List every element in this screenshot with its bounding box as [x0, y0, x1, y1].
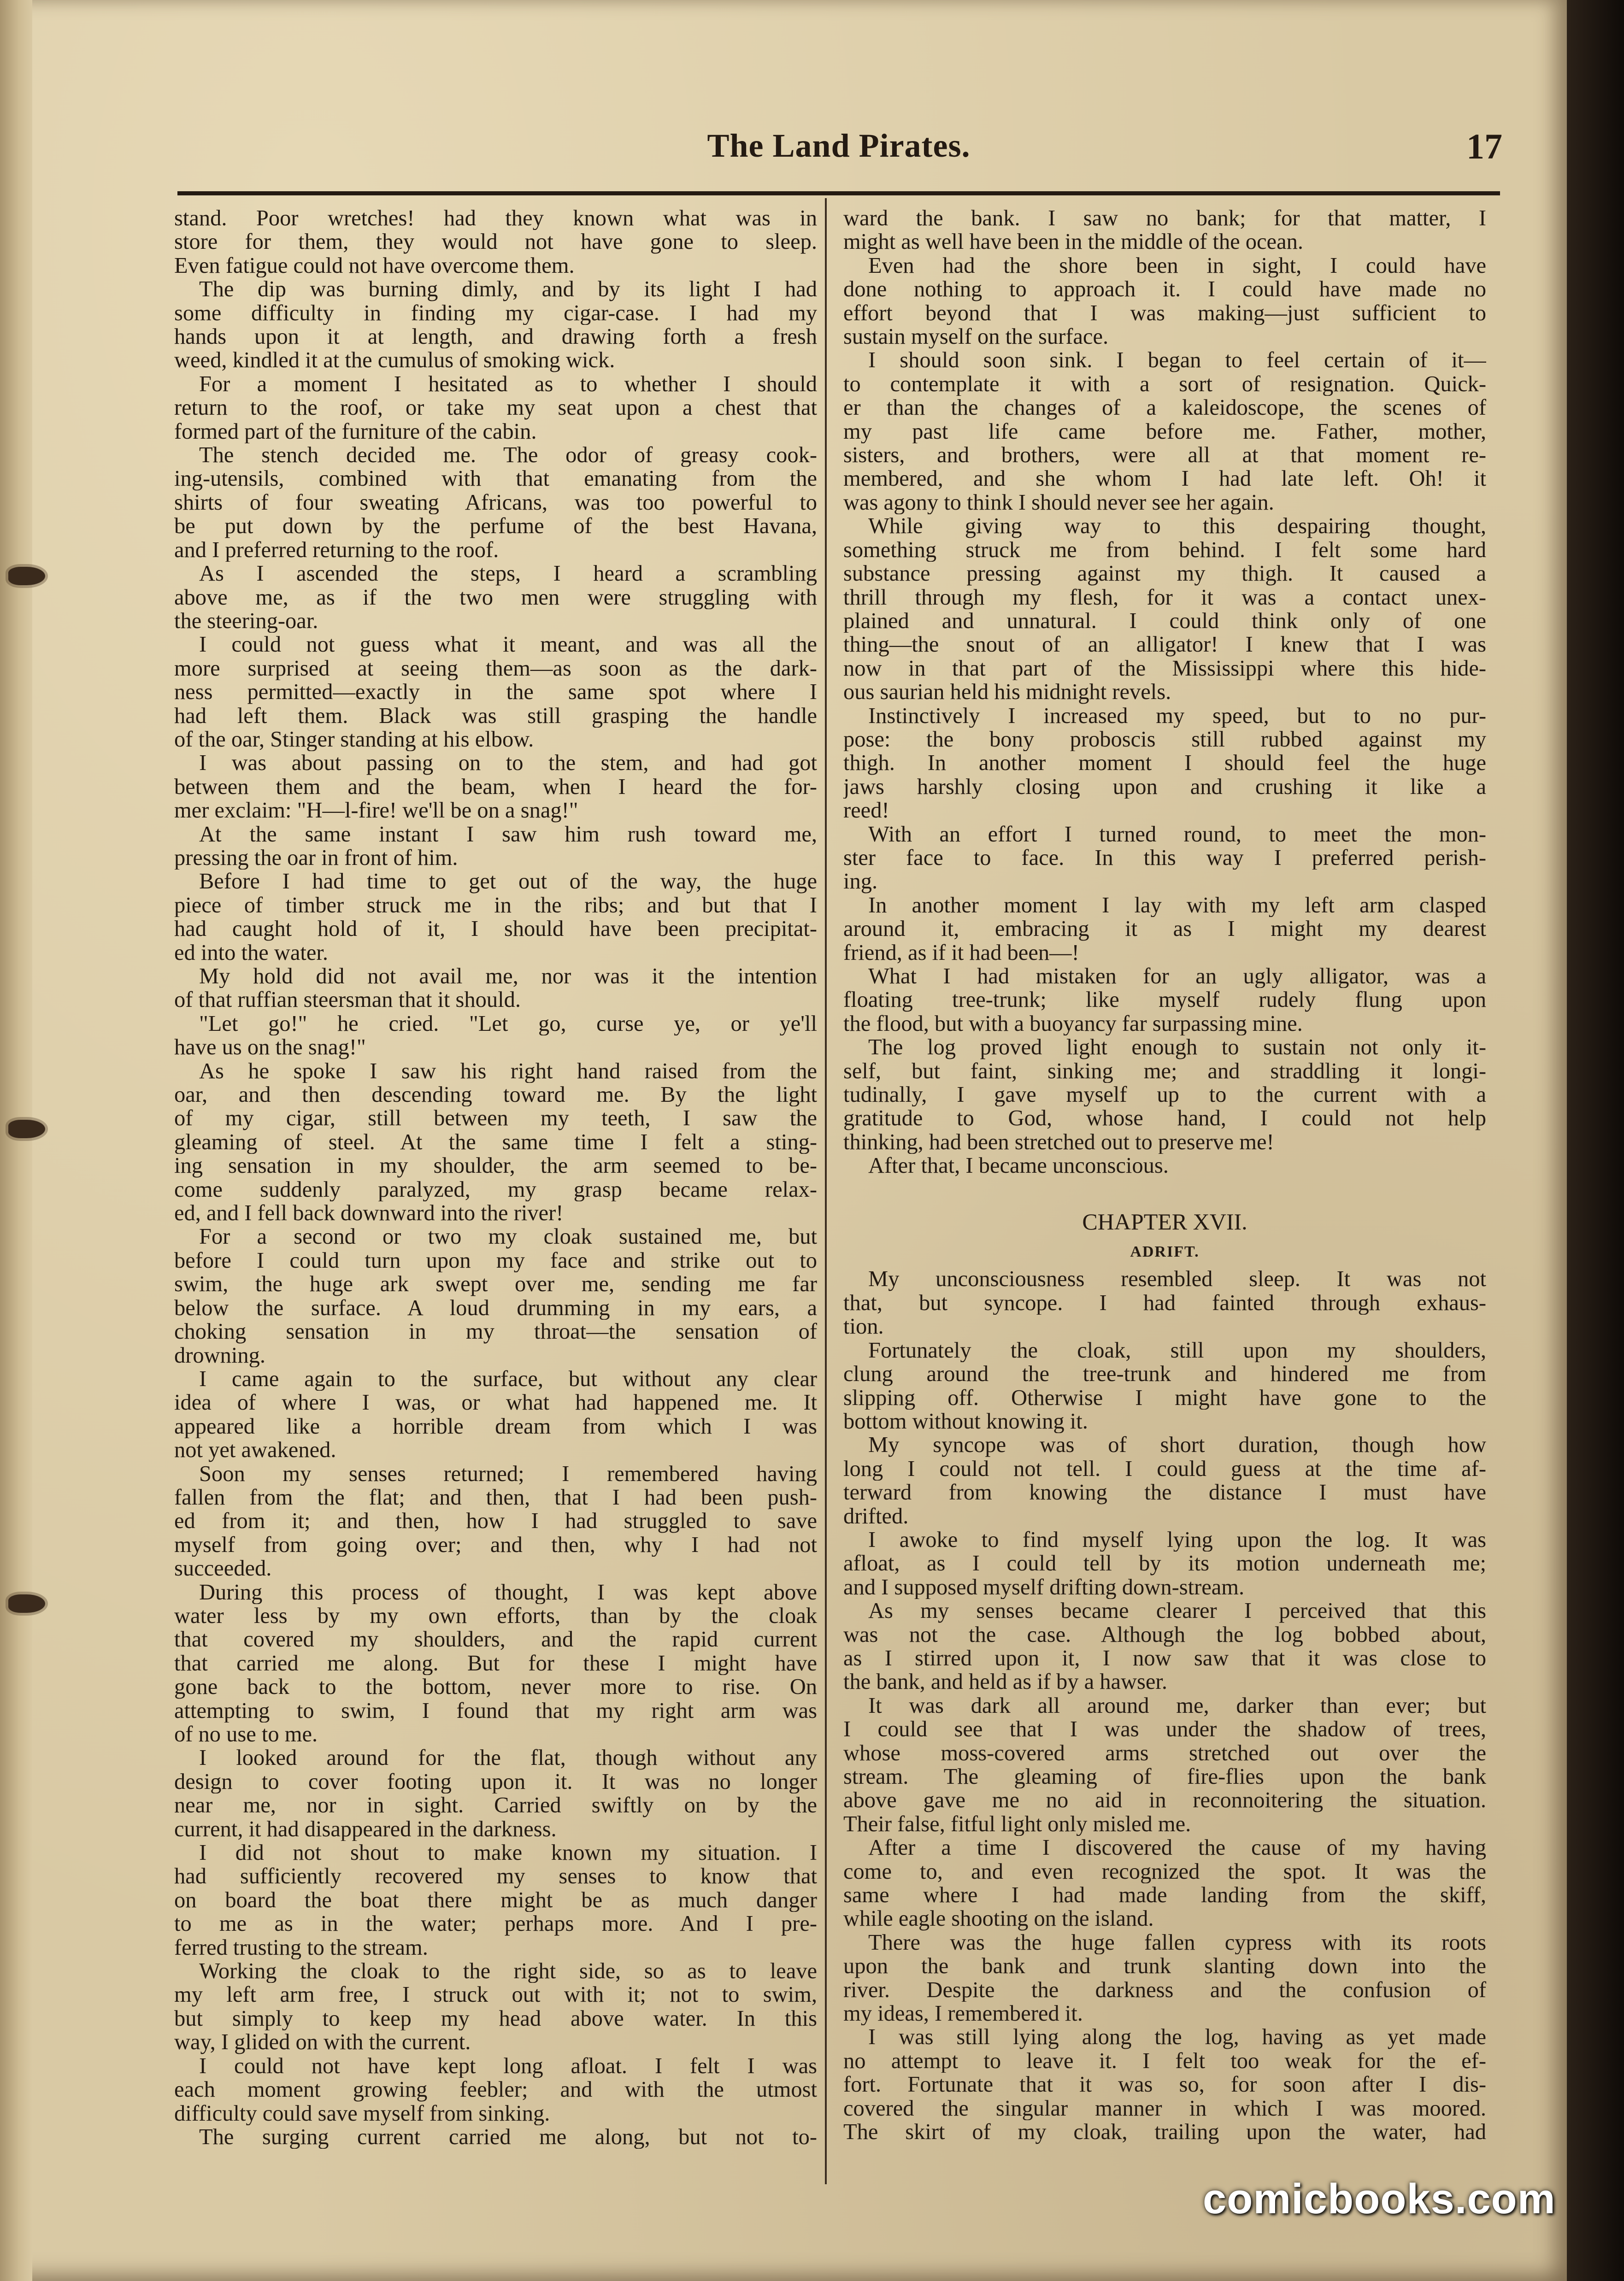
text-line: As he spoke I saw his right hand raised from the [199, 1059, 817, 1083]
left-column [174, 206, 817, 2149]
text-line: slipping off. Otherwise I might have gone to the [843, 1386, 1486, 1410]
text-line: around it, embracing it as I might my dearest [843, 917, 1486, 941]
text-line: the flood, but with a buoyancy far surpassing mine. [843, 1011, 1303, 1036]
text-line: each moment growing feebler; and with the utmost [174, 2078, 817, 2102]
text-line: effort beyond that I was making—just sufficient to [843, 301, 1486, 325]
text-line: mer exclaim: "H—l-fire! we'll be on a snag!" [174, 799, 578, 823]
text-line: sisters, and brothers, were all at that moment re- [843, 443, 1486, 467]
scan-edge [1567, 0, 1624, 2281]
text-line: substance pressing against my thigh. It caused a [843, 562, 1486, 586]
text-line: myself from going over; and then, why I had not [174, 1533, 817, 1557]
page-number: 17 [1466, 126, 1502, 166]
text-line: of my cigar, still between my teeth, I saw the [174, 1106, 817, 1130]
text-line: My unconsciousness resembled sleep. It was not [868, 1267, 1486, 1291]
text-line: pose: the bony proboscis still rubbed against my [843, 727, 1486, 752]
text-line: I came again to the surface, but without any clear [199, 1367, 817, 1391]
text-line: of that ruffian steersman that it should. [174, 988, 521, 1012]
chapter-subtitle: ADRIFT. [1130, 1243, 1200, 1261]
text-line: come to, and even recognized the spot. It was the [843, 1859, 1486, 1884]
text-line: I awoke to find myself lying upon the log. It was [868, 1528, 1486, 1552]
text-line: to contemplate it with a sort of resignation. Quick- [843, 372, 1486, 396]
text-line: ed into the water. [174, 941, 329, 964]
text-line: formed part of the furniture of the cabin. [174, 419, 537, 444]
text-line: piece of timber struck me in the ribs; and but that I [174, 893, 817, 917]
text-line: current, it had disappeared in the darkness. [174, 1817, 557, 1841]
text-line: before I could turn upon my face and strike out to [174, 1248, 817, 1273]
text-line: My hold did not avail me, nor was it the intention [199, 964, 817, 988]
text-line: whose moss-covered arms stretched out over the [843, 1741, 1486, 1765]
text-line: After a time I discovered the cause of my having [868, 1836, 1486, 1860]
text-line: thigh. In another moment I should feel the huge [843, 751, 1486, 775]
text-line: floating tree-trunk; like myself rudely flung upon [843, 988, 1486, 1012]
text-line: I looked around for the flat, though without any [199, 1746, 817, 1770]
text-line: plained and unnatural. I could think only of one [843, 609, 1486, 633]
text-line: ed, and I fell back downward into the river! [174, 1201, 564, 1225]
text-line: my past life came before me. Father, mother, [843, 419, 1486, 444]
text-line: idea of where I was, or what had happened me. It [174, 1391, 817, 1415]
text-line: swim, the huge ark swept over me, sending me far [174, 1272, 817, 1296]
text-line: Even fatigue could not have overcome them. [174, 253, 575, 278]
text-line: that carried me along. But for these I might have [174, 1651, 817, 1675]
binding-stitch [8, 1120, 45, 1138]
text-line: above gave me no aid in reconnoitering the situation. [843, 1788, 1486, 1812]
text-line: Soon my senses returned; I remembered having [199, 1462, 817, 1486]
text-line: ous saurian held his midnight revels. [843, 680, 1171, 704]
text-line: my left arm free, I struck out with it; not to swim, [174, 1983, 817, 2007]
text-line: afloat, as I could tell by its motion underneath me; [843, 1552, 1486, 1576]
text-line: At the same instant I saw him rush toward me, [199, 822, 817, 846]
text-line: Before I had time to get out of the way, the huge [199, 870, 817, 894]
text-line: thinking, had been stretched out to preserve me! [843, 1130, 1274, 1154]
text-line: As my senses became clearer I perceived that this [868, 1599, 1486, 1623]
text-line: but simply to keep my head above water. In this [174, 2006, 817, 2031]
text-line: might as well have been in the middle of the ocean. [843, 230, 1303, 254]
text-line: while eagle shooting on the island. [843, 1907, 1154, 1931]
text-line: With an effort I turned round, to meet the mon- [868, 822, 1486, 846]
text-line: tudinally, I gave myself up to the current with a [843, 1083, 1486, 1107]
text-line: stand. Poor wretches! had they known what was in [174, 206, 817, 230]
text-line: had left them. Black was still grasping the handle [174, 704, 817, 728]
text-line: some difficulty in finding my cigar-case. I had my [174, 301, 817, 325]
text-line: Working the cloak to the right side, so as to leave [199, 1959, 817, 1983]
text-line: It was dark all around me, darker than ever; but [868, 1693, 1486, 1718]
text-line: hands upon it at length, and drawing forth a fresh [174, 325, 817, 349]
text-line: The log proved light enough to sustain not only it- [868, 1035, 1486, 1059]
text-line: thing—the snout of an alligator! I knew that I was [843, 633, 1486, 657]
text-line: Instinctively I increased my speed, but to no pur- [868, 704, 1486, 728]
text-line: of no use to me. [174, 1723, 318, 1746]
text-line: Their false, fitful light only misled me. [843, 1812, 1191, 1836]
text-line: not yet awakened. [174, 1438, 336, 1462]
text-line: sustain myself on the surface. [843, 325, 1109, 349]
watermark-logo: comicbooks.com [1203, 2175, 1556, 2222]
text-line: succeeded. [174, 1557, 272, 1581]
text-line: I could not have kept long afloat. I felt I was [199, 2054, 817, 2078]
text-line: ward the bank. I saw no bank; for that matter, I [843, 206, 1486, 230]
text-line: There was the huge fallen cypress with its roots [868, 1930, 1486, 1955]
text-line: come suddenly paralyzed, my grasp became relax- [174, 1177, 817, 1202]
text-line: Fortunately the cloak, still upon my shoulders, [868, 1338, 1486, 1363]
text-line: above me, as if the two men were struggling with [174, 585, 817, 609]
text-line: ed from it; and then, how I had struggled to save [174, 1509, 817, 1533]
text-line: er than the changes of a kaleidoscope, the scenes of [843, 396, 1486, 420]
text-line: clung around the tree-trunk and hindered me from [843, 1362, 1486, 1386]
text-line: The skirt of my cloak, trailing upon the water, had [843, 2120, 1486, 2144]
text-line: upon the bank and trunk slanting down into the [843, 1954, 1486, 1978]
text-line: For a moment I hesitated as to whether I should [199, 372, 817, 396]
text-line: gleaming of steel. At the same time I felt a sting- [174, 1130, 817, 1154]
text-line: river. Despite the darkness and the confusion of [843, 1978, 1486, 2002]
text-line: was agony to think I should never see her again. [843, 490, 1274, 515]
text-line: ing-utensils, combined with that emanating from the [174, 467, 817, 491]
text-line: stream. The gleaming of fire-flies upon the bank [843, 1765, 1486, 1789]
text-line: below the surface. A loud drumming in my ears, a [174, 1296, 817, 1320]
text-line: ness permitted—exactly in the same spot where I [174, 680, 817, 704]
text-line: on board the boat there might be as much danger [174, 1888, 817, 1912]
text-line: For a second or two my cloak sustained me, but [199, 1225, 817, 1249]
text-line: weed, kindled it at the cumulus of smoking wick. [174, 348, 615, 372]
text-line: terward from knowing the distance I must have [843, 1481, 1486, 1505]
text-line: drowning. [174, 1343, 266, 1367]
text-line: pressing the oar in front of him. [174, 846, 458, 870]
text-line: fort. Fortunate that it was so, for soon after I dis- [843, 2073, 1486, 2097]
text-line: difficulty could save myself from sinking. [174, 2101, 550, 2125]
text-line: between them and the beam, when I heard the for- [174, 775, 817, 799]
text-line: gone back to the bottom, never more to rise. On [174, 1675, 817, 1699]
text-line: oar, and then descending toward me. By the light [174, 1083, 817, 1107]
text-line: In another moment I lay with my left arm clasped [868, 893, 1486, 917]
text-line: The dip was burning dimly, and by its light I had [199, 277, 817, 301]
text-line: My syncope was of short duration, though how [868, 1433, 1486, 1457]
text-line: had sufficiently recovered my senses to know that [174, 1864, 817, 1888]
text-line: self, but faint, sinking me; and straddling it longi- [843, 1059, 1486, 1083]
text-line: What I had mistaken for an ugly alligator, was a [868, 964, 1486, 988]
text-line: I could not guess what it meant, and was all the [199, 633, 817, 657]
text-line: now in that part of the Mississippi where this hide- [843, 656, 1486, 681]
running-title: The Land Pirates. [707, 127, 971, 164]
text-line: I did not shout to make known my situation. I [199, 1841, 817, 1865]
text-line: choking sensation in my throat—the sensation of [174, 1320, 817, 1344]
text-line: bottom without knowing it. [843, 1409, 1088, 1434]
text-line: After that, I became unconscious. [868, 1154, 1169, 1178]
text-line: The surging current carried me along, but not to- [199, 2125, 817, 2149]
header-rule [177, 191, 1500, 195]
text-line: design to cover footing upon it. It was no longer [174, 1770, 817, 1794]
text-line: drifted. [843, 1504, 909, 1528]
running-header [175, 118, 1502, 168]
text-line: near me, nor in sight. Carried swiftly on by the [174, 1793, 817, 1817]
text-line: tion. [843, 1315, 884, 1339]
text-line: I was about passing on to the stem, and had got [199, 751, 817, 775]
text-line: During this process of thought, I was kept above [199, 1580, 817, 1604]
text-line: that covered my shoulders, and the rapid current [174, 1628, 817, 1652]
text-line: and I supposed myself drifting down-stream. [843, 1575, 1245, 1599]
text-line: While giving way to this despairing thought, [868, 514, 1486, 538]
text-line: as I stirred upon it, I now saw that it was close to [843, 1646, 1486, 1670]
text-line: attempting to swim, I found that my right arm was [174, 1699, 817, 1723]
page-binding [0, 0, 32, 2281]
column-divider [825, 198, 827, 2184]
text-line: I should soon sink. I began to feel certain of it— [868, 348, 1486, 372]
text-line: gratitude to God, whose hand, I could not help [843, 1106, 1486, 1130]
text-line: ferred trusting to the stream. [174, 1935, 428, 1960]
text-line: fallen from the flat; and then, that I had been push- [174, 1485, 817, 1510]
text-line: have us on the snag!" [174, 1035, 366, 1059]
text-line: friend, as if it had been—! [843, 941, 1079, 964]
text-line: more surprised at seeing them—as soon as the dark- [174, 656, 817, 681]
text-line: that, but syncope. I had fainted through exhaus- [843, 1291, 1486, 1315]
text-line: ing sensation in my shoulder, the arm seemed to be- [174, 1154, 817, 1178]
text-line: jaws harshly closing upon and crushing it like a [843, 775, 1486, 799]
text-line: done nothing to approach it. I could have made no [843, 277, 1486, 301]
text-line: ster face to face. In this way I preferred perish- [843, 846, 1486, 870]
text-line: covered the singular manner in which I was moored. [843, 2096, 1486, 2121]
text-line: membered, and she whom I had late left. Oh! it [843, 467, 1486, 491]
text-line: way, I glided on with the current. [174, 2030, 471, 2054]
text-line: Even had the shore been in sight, I could have [868, 253, 1486, 278]
text-line: to me as in the water; perhaps more. And I pre- [174, 1912, 817, 1936]
right-column [843, 206, 1486, 2144]
chapter-title: CHAPTER XVII. [1082, 1208, 1247, 1235]
text-line: ing. [843, 870, 878, 894]
text-line: long I could not tell. I could guess at the time af- [843, 1457, 1486, 1481]
text-line: store for them, they would not have gone to sleep. [174, 230, 817, 254]
right-column-text-top [843, 206, 1486, 1178]
text-line: I could see that I was under the shadow of trees, [843, 1717, 1486, 1741]
text-line: As I ascended the steps, I heard a scrambling [199, 562, 817, 586]
text-line: thrill through my flesh, for it was a contact unex- [843, 585, 1486, 609]
text-line: be put down by the perfume of the best Havana, [174, 514, 817, 538]
text-line: return to the roof, or take my seat upon a chest that [174, 396, 817, 420]
text-line: something struck me from behind. I felt some hard [843, 538, 1486, 562]
text-line: water less by my own efforts, than by the cloak [174, 1604, 817, 1628]
text-line: was not the case. Although the log bobbed about, [843, 1623, 1486, 1646]
text-line: no attempt to leave it. I felt too weak for the ef- [843, 2049, 1486, 2073]
text-line: reed! [843, 799, 889, 823]
text-line: the bank, and held as if by a hawser. [843, 1670, 1168, 1694]
text-line: the steering-oar. [174, 609, 318, 633]
text-line: had caught hold of it, I should have been precipitat- [174, 917, 817, 941]
binding-stitch [8, 1594, 45, 1613]
text-line: "Let go!" he cried. "Let go, curse ye, or ye'll [199, 1011, 817, 1036]
text-line: of the oar, Stinger standing at his elbow. [174, 727, 534, 752]
text-line: my ideas, I remembered it. [843, 2002, 1083, 2026]
text-line: I was still lying along the log, having as yet made [868, 2025, 1486, 2049]
text-line: shirts of four sweating Africans, was too powerful to [174, 490, 817, 515]
binding-stitch [8, 567, 45, 585]
text-line: same where I had made landing from the skiff, [843, 1883, 1486, 1907]
text-line: The stench decided me. The odor of greasy cook- [199, 443, 817, 467]
text-line: and I preferred returning to the roof. [174, 538, 499, 562]
text-line: appeared like a horrible dream from which I was [174, 1414, 817, 1439]
right-column-text-bottom [843, 1267, 1486, 2144]
